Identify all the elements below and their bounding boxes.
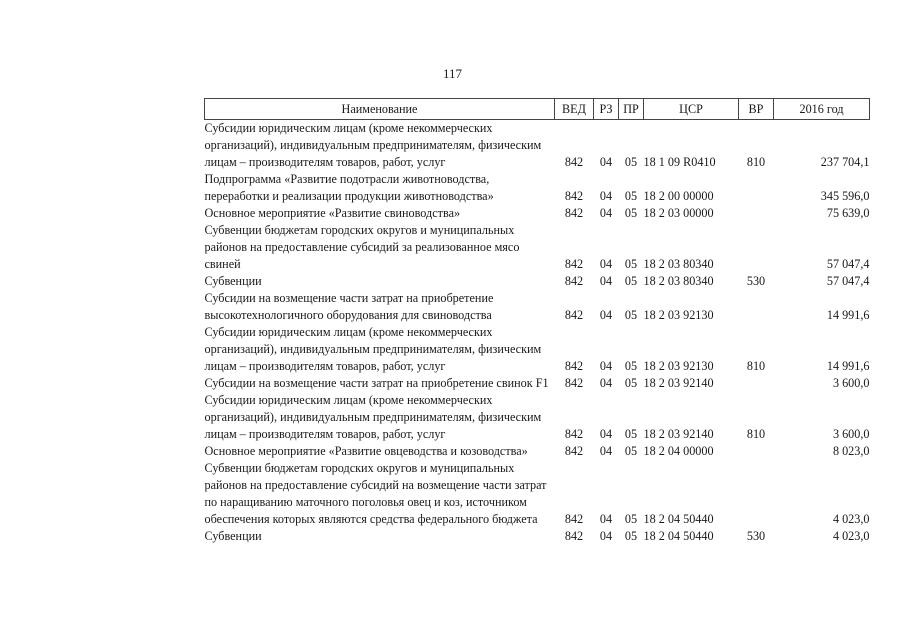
row-ved: 842: [564, 376, 584, 390]
header-csr: ЦСР: [644, 99, 739, 120]
row-csr: 18 2 03 92140: [643, 427, 714, 441]
row-ved: 842: [564, 427, 584, 441]
row-amount: 14 991,6: [826, 308, 870, 322]
table-row: [205, 290, 870, 324]
row-csr: 18 1 09 R0410: [643, 155, 716, 169]
header-row: [205, 99, 870, 120]
row-vr: [739, 171, 774, 205]
row-ved: 842: [564, 308, 584, 322]
row-pr: 05: [624, 308, 638, 322]
row-vr: [739, 205, 774, 222]
row-amount: 4 023,0: [832, 512, 870, 526]
table-row: [205, 222, 870, 273]
row-rz: 04: [599, 512, 613, 526]
row-rz: 04: [599, 427, 613, 441]
row-csr: 18 2 03 00000: [643, 206, 714, 220]
table-row: [205, 205, 870, 222]
header-pr: ПР: [619, 99, 644, 120]
row-pr: 05: [624, 206, 638, 220]
row-pr: 05: [624, 376, 638, 390]
row-csr: 18 2 04 00000: [643, 444, 714, 458]
table-row: [205, 171, 870, 205]
row-vr: [739, 375, 774, 392]
row-amount: 3 600,0: [832, 376, 870, 390]
row-rz: 04: [599, 308, 613, 322]
row-name: Субвенции: [204, 274, 262, 288]
table-body: [205, 120, 870, 546]
row-amount: 3 600,0: [832, 427, 870, 441]
row-vr: 530: [746, 529, 766, 543]
row-csr: 18 2 04 50440: [643, 512, 714, 526]
row-name: Субвенции: [204, 529, 262, 543]
row-rz: 04: [599, 274, 613, 288]
row-pr: 05: [624, 257, 638, 271]
row-vr: 810: [746, 427, 766, 441]
row-ved: 842: [564, 155, 584, 169]
row-ved: 842: [564, 189, 584, 203]
row-name: Субсидии на возмещение части затрат на приобретение свинок F1: [204, 376, 549, 390]
table-header: [205, 99, 870, 120]
row-pr: 05: [624, 444, 638, 458]
row-vr: 530: [746, 274, 766, 288]
row-ved: 842: [564, 359, 584, 373]
header-name: Наименование: [205, 99, 555, 120]
row-rz: 04: [599, 257, 613, 271]
row-name: Подпрограмма «Развитие подотрасли животноводства, переработки и реализации продукции животноводства»: [204, 172, 494, 203]
row-rz: 04: [599, 444, 613, 458]
row-vr: [739, 443, 774, 460]
row-csr: 18 2 03 92130: [643, 308, 714, 322]
row-pr: 05: [624, 155, 638, 169]
row-ved: 842: [564, 529, 584, 543]
row-amount: 4 023,0: [832, 529, 870, 543]
row-name: Субвенции бюджетам городских округов и муниципальных районов на предоставление субсидий на возмещение части затрат по наращиванию маточного поголовья овец и коз, источником обеспечения которых являются средства федерального бюджета: [204, 461, 547, 526]
row-rz: 04: [599, 359, 613, 373]
row-csr: 18 2 04 50440: [643, 529, 714, 543]
row-ved: 842: [564, 206, 584, 220]
budget-table: [204, 98, 870, 545]
row-csr: 18 2 03 92140: [643, 376, 714, 390]
row-amount: 8 023,0: [832, 444, 870, 458]
row-rz: 04: [599, 206, 613, 220]
header-amount: 2016 год: [774, 99, 870, 120]
row-pr: 05: [624, 359, 638, 373]
row-name: Субвенции бюджетам городских округов и муниципальных районов на предоставление субсидий за реализованное мясо свиней: [204, 223, 520, 271]
row-ved: 842: [564, 257, 584, 271]
row-vr: 810: [746, 359, 766, 373]
row-ved: 842: [564, 512, 584, 526]
header-vr: ВР: [739, 99, 774, 120]
row-csr: 18 2 03 92130: [643, 359, 714, 373]
row-pr: 05: [624, 529, 638, 543]
row-rz: 04: [599, 189, 613, 203]
row-csr: 18 2 03 80340: [643, 257, 714, 271]
row-vr: [739, 460, 774, 528]
table-row: [205, 273, 870, 290]
page-number: 117: [442, 66, 463, 81]
header-ved: ВЕД: [555, 99, 594, 120]
table-row: [205, 528, 870, 545]
table-row: [205, 392, 870, 443]
table-row: [205, 460, 870, 528]
row-amount: 14 991,6: [826, 359, 870, 373]
row-amount: 237 704,1: [820, 155, 870, 169]
row-name: Основное мероприятие «Развитие свиноводства»: [204, 206, 461, 220]
row-pr: 05: [624, 274, 638, 288]
table-row: [205, 120, 870, 172]
row-name: Субсидии на возмещение части затрат на приобретение высокотехнологичного оборудования для свиноводства: [204, 291, 494, 322]
row-vr: 810: [746, 155, 766, 169]
row-ved: 842: [564, 274, 584, 288]
row-rz: 04: [599, 529, 613, 543]
row-ved: 842: [564, 444, 584, 458]
row-amount: 57 047,4: [826, 257, 870, 271]
row-name: Субсидии юридическим лицам (кроме некоммерческих организаций), индивидуальным предпринимателям, физическим лицам – производителям товаров, работ, услуг: [204, 121, 542, 169]
row-name: Субсидии юридическим лицам (кроме некоммерческих организаций), индивидуальным предпринимателям, физическим лицам – производителям товаров, работ, услуг: [204, 393, 542, 441]
row-csr: 18 2 03 80340: [643, 274, 714, 288]
row-pr: 05: [624, 512, 638, 526]
row-vr: [739, 222, 774, 273]
row-pr: 05: [624, 189, 638, 203]
row-vr: [739, 290, 774, 324]
row-amount: 75 639,0: [826, 206, 870, 220]
row-pr: 05: [624, 427, 638, 441]
table-row: [205, 375, 870, 392]
row-rz: 04: [599, 376, 613, 390]
row-rz: 04: [599, 155, 613, 169]
row-name: Субсидии юридическим лицам (кроме некоммерческих организаций), индивидуальным предпринимателям, физическим лицам – производителям товаров, работ, услуг: [204, 325, 542, 373]
row-csr: 18 2 00 00000: [643, 189, 714, 203]
table-row: [205, 324, 870, 375]
row-amount: 57 047,4: [826, 274, 870, 288]
row-amount: 345 596,0: [820, 189, 870, 203]
table-row: [205, 443, 870, 460]
header-rz: РЗ: [594, 99, 619, 120]
row-name: Основное мероприятие «Развитие овцеводства и козоводства»: [204, 444, 528, 458]
